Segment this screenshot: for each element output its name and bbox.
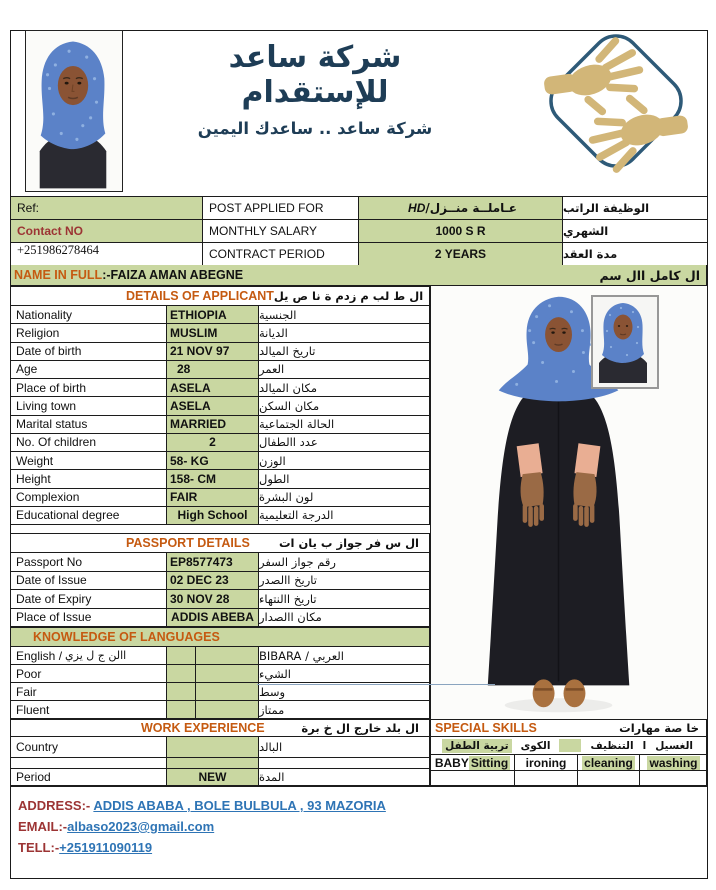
language-level-cell — [167, 665, 196, 683]
field-label-arabic: رقم جواز السفر — [259, 553, 430, 572]
company-title-block — [150, 40, 480, 138]
empty-cell — [640, 771, 707, 786]
address-label: ADDRESS:- — [18, 798, 91, 813]
skill-arabic: الغسيل — [655, 739, 693, 752]
field-value — [167, 737, 259, 758]
languages-table — [10, 647, 430, 719]
work-experience-header — [10, 719, 430, 737]
tell-label: TELL:- — [18, 840, 60, 855]
field-value: ASELA — [167, 379, 259, 397]
field-label-arabic: الطول — [259, 470, 430, 488]
field-value: FAIR — [167, 489, 259, 507]
field-label-arabic: مكان الميالد — [259, 379, 430, 397]
table-row — [11, 324, 430, 342]
table-row — [11, 470, 430, 488]
full-body-photo-illustration — [431, 286, 707, 719]
field-label-arabic: عدد االطفال — [259, 434, 430, 452]
monthly-salary-label: MONTHLY SALARY — [203, 220, 359, 243]
language-level-cell — [196, 701, 259, 719]
contract-period-value: 2 YEARS — [359, 243, 563, 266]
company-logo — [528, 26, 706, 188]
field-label: Weight — [11, 452, 167, 470]
language-row-label-arabic: الشيء — [259, 665, 430, 683]
language-row-label: Fluent — [11, 701, 167, 719]
language-level-cell — [167, 647, 196, 665]
name-in-full-label: NAME IN FULL — [14, 268, 103, 282]
table-row — [11, 665, 430, 683]
skills-section-title-arabic: خا صة مهارات — [619, 721, 699, 735]
photo-and-skills-panel — [430, 286, 707, 786]
field-label-arabic: الحالة الجتماعية — [259, 416, 430, 434]
company-slogan-arabic: شركة ساعد .. ساعدك اليمين — [197, 119, 433, 138]
field-label-arabic: الجنسية — [259, 306, 430, 324]
field-label-arabic: تاريخ االنتهاء — [259, 590, 430, 609]
table-row — [11, 590, 430, 609]
table-row — [11, 379, 430, 397]
tell-value[interactable]: +251911090119 — [59, 840, 153, 855]
field-label-arabic: البالد — [259, 737, 430, 758]
field-label: Place of Issue — [11, 609, 167, 628]
email-link[interactable]: albaso2023@gmail.com — [67, 819, 215, 834]
contact-no-label: Contact NO — [11, 220, 203, 243]
skill-arabic: الكوى — [520, 739, 551, 752]
passport-details-header — [10, 533, 430, 553]
empty-cell — [11, 758, 167, 769]
table-row — [11, 701, 430, 719]
contact-phone-value: +251986278464 — [11, 243, 203, 266]
languages-section-header — [10, 627, 430, 647]
field-value: NEW — [167, 769, 259, 786]
address-value[interactable]: ADDIS ABABA , BOLE BULBULA , 93 MAZORIA — [93, 798, 386, 813]
contact-footer — [10, 786, 707, 878]
field-label-arabic: مكان السكن — [259, 397, 430, 415]
details-of-applicant-header — [10, 286, 430, 306]
monthly-salary-label-arabic: الشهري — [563, 220, 708, 243]
field-label: Date of Expiry — [11, 590, 167, 609]
field-value: 158- CM — [167, 470, 259, 488]
field-label-arabic: الديانة — [259, 324, 430, 342]
field-label-arabic: تاريخ االصدر — [259, 572, 430, 591]
field-label: Marital status — [11, 416, 167, 434]
application-summary-table — [10, 196, 707, 265]
skills-section-title: SPECIAL SKILLS — [435, 721, 537, 735]
empty-cell — [515, 771, 578, 786]
field-label: Educational degree — [11, 507, 167, 525]
skill-cell: ironing — [515, 755, 578, 771]
language-level-cell — [167, 683, 196, 701]
field-value: 21 NOV 97 — [167, 343, 259, 361]
field-label-arabic: مكان االصدار — [259, 609, 430, 628]
field-label-arabic: العمر — [259, 361, 430, 379]
skill-arabic: التنظيف — [590, 739, 634, 752]
contract-period-label: CONTRACT PERIOD — [203, 243, 359, 266]
empty-cell — [431, 771, 515, 786]
headshot-photo-illustration — [593, 297, 653, 383]
table-row — [11, 361, 430, 379]
tell-line — [18, 837, 707, 858]
skills-english-row — [431, 755, 707, 771]
hands-diamond-logo-icon — [528, 26, 706, 188]
language-row-label-arabic: ممتاز — [259, 701, 430, 719]
table-row — [11, 769, 430, 786]
table-row — [11, 553, 430, 572]
language-row-label: Fair — [11, 683, 167, 701]
highlight-box — [559, 739, 581, 752]
email-line — [18, 816, 707, 837]
name-in-full-value: :-FAIZA AMAN ABEGNE — [102, 268, 244, 282]
table-row — [11, 609, 430, 628]
address-line — [18, 795, 707, 816]
languages-section-title: KNOWLEDGE OF LANGUAGES — [33, 630, 220, 644]
field-label: Religion — [11, 324, 167, 342]
field-label: Living town — [11, 397, 167, 415]
table-row — [11, 758, 430, 769]
post-applied-label-arabic: الوظيفة الراتب — [563, 197, 708, 220]
field-value: 58- KG — [167, 452, 259, 470]
monthly-salary-value: 1000 S R — [359, 220, 563, 243]
work-section-title: WORK EXPERIENCE — [141, 721, 265, 735]
field-value: ASELA — [167, 397, 259, 415]
work-section-title-arabic: ال بلد خارج ال خ برة — [301, 721, 419, 735]
table-row — [11, 397, 430, 415]
skill-cell: cleaning — [578, 755, 640, 771]
field-label: Country — [11, 737, 167, 758]
field-label: Passport No — [11, 553, 167, 572]
field-label-arabic: الوزن — [259, 452, 430, 470]
name-in-full-label-arabic: ال كامل اال سم — [599, 267, 700, 283]
portrait-photo-illustration — [26, 31, 120, 189]
field-label: Complexion — [11, 489, 167, 507]
company-name-arabic: شركة ساعد للإستقدام — [228, 40, 402, 110]
work-experience-table — [10, 737, 430, 786]
table-row — [11, 416, 430, 434]
field-value: MUSLIM — [167, 324, 259, 342]
post-applied-label: POST APPLIED FOR — [203, 197, 359, 220]
ref-label: Ref: — [11, 197, 203, 220]
field-label-arabic: لون البشرة — [259, 489, 430, 507]
passport-table — [10, 553, 430, 627]
name-in-full-row — [10, 265, 707, 286]
contract-period-label-arabic: مدة العقد — [563, 243, 708, 266]
language-row-label-arabic: العربي / BIBARA — [259, 647, 430, 665]
special-skills-header — [431, 719, 707, 737]
applicant-portrait-photo — [25, 30, 123, 192]
field-label: No. Of children — [11, 434, 167, 452]
skill-cell: BABY Sitting — [431, 755, 515, 771]
skill-arabic: ا — [642, 739, 647, 752]
table-row — [11, 647, 430, 665]
field-label-arabic: تاريخ الميالد — [259, 343, 430, 361]
table-row — [11, 572, 430, 591]
field-value: 28 — [167, 361, 259, 379]
field-value: MARRIED — [167, 416, 259, 434]
field-label-arabic: المدة — [259, 769, 430, 786]
field-label: Date of birth — [11, 343, 167, 361]
field-label: Place of birth — [11, 379, 167, 397]
field-value: ETHIOPIA — [167, 306, 259, 324]
field-label: Nationality — [11, 306, 167, 324]
language-level-cell — [196, 665, 259, 683]
details-table — [10, 306, 430, 525]
field-label: Date of Issue — [11, 572, 167, 591]
skill-cell: washing — [640, 755, 707, 771]
details-section-title-arabic: ال ط لب م زدم ة نا ص يل — [273, 289, 424, 303]
details-section-title: DETAILS OF APPLICANT — [126, 289, 274, 303]
field-value: High School — [167, 507, 259, 525]
applicant-headshot-photo — [591, 295, 659, 389]
passport-section-title-arabic: ال س فر جواز ب يان ات — [278, 536, 419, 550]
fair-level-underline — [257, 684, 495, 685]
language-level-cell — [196, 647, 259, 665]
table-row — [11, 452, 430, 470]
language-row-label: Poor — [11, 665, 167, 683]
language-row-label: English / االن ج ل يزي — [11, 647, 167, 665]
field-label: Age — [11, 361, 167, 379]
field-value: 02 DEC 23 — [167, 572, 259, 591]
field-label: Height — [11, 470, 167, 488]
empty-cell — [259, 758, 430, 769]
empty-cell — [167, 758, 259, 769]
applicant-full-body-photo — [431, 286, 707, 719]
field-value: 2 — [167, 434, 259, 452]
post-applied-value: عـاملــة منــزل/ HD — [359, 197, 563, 220]
passport-section-title: PASSPORT DETAILS — [126, 536, 250, 550]
table-row — [11, 489, 430, 507]
skills-empty-row — [431, 771, 707, 786]
table-row — [11, 737, 430, 758]
skill-arabic: تربية الطفل — [442, 739, 511, 753]
table-row — [11, 434, 430, 452]
field-value: 30 NOV 28 — [167, 590, 259, 609]
field-label-arabic: الدرجة التعليمية — [259, 507, 430, 525]
language-level-cell — [196, 683, 259, 701]
table-row — [11, 343, 430, 361]
field-value: EP8577473 — [167, 553, 259, 572]
field-value: ADDIS ABEBA — [167, 609, 259, 628]
empty-cell — [578, 771, 640, 786]
language-row-label-arabic: وسط — [259, 683, 430, 701]
table-row — [11, 507, 430, 525]
table-row — [11, 306, 430, 324]
table-row — [11, 683, 430, 701]
field-label: Period — [11, 769, 167, 786]
skills-arabic-row — [431, 737, 707, 755]
language-level-cell — [167, 701, 196, 719]
email-label: EMAIL:- — [18, 819, 68, 834]
